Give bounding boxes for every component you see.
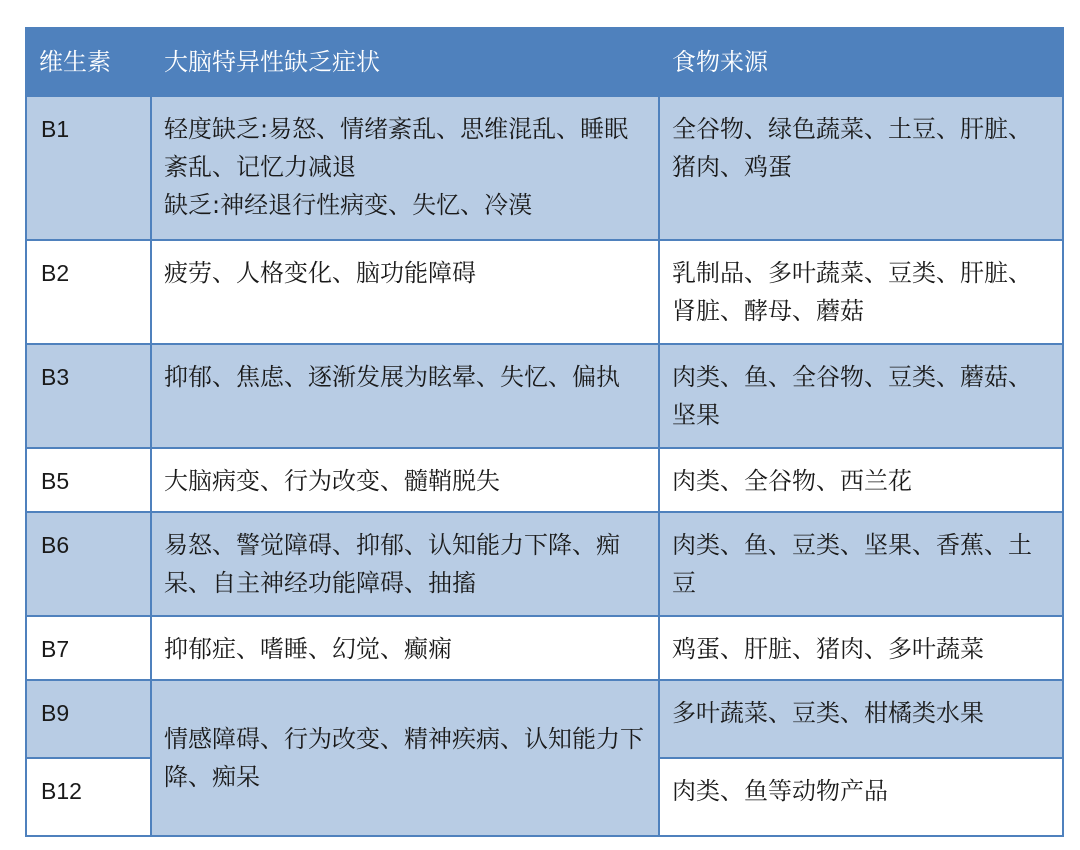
- food-cell: 鸡蛋、肝脏、猪肉、多叶蔬菜: [659, 616, 1063, 680]
- vitamin-cell: B2: [26, 240, 151, 344]
- vitamin-cell: B9: [26, 680, 151, 758]
- symptoms-cell: 抑郁、焦虑、逐渐发展为眩晕、失忆、偏执: [151, 344, 659, 448]
- vitamin-cell: B7: [26, 616, 151, 680]
- vitamin-cell: B3: [26, 344, 151, 448]
- food-cell: 乳制品、多叶蔬菜、豆类、肝脏、肾脏、酵母、蘑菇: [659, 240, 1063, 344]
- header-food: 食物来源: [659, 28, 1063, 96]
- symptoms-cell: [151, 96, 659, 240]
- table-row: [26, 448, 1063, 512]
- table-row: [26, 680, 1063, 758]
- table-header-row: [26, 28, 1063, 96]
- food-cell: 多叶蔬菜、豆类、柑橘类水果: [659, 680, 1063, 758]
- food-cell: 肉类、鱼、全谷物、豆类、蘑菇、坚果: [659, 344, 1063, 448]
- symptoms-cell: 抑郁症、嗜睡、幻觉、癫痫: [151, 616, 659, 680]
- food-cell: 肉类、鱼、豆类、坚果、香蕉、土豆: [659, 512, 1063, 616]
- header-vitamin: 维生素: [26, 28, 151, 96]
- table-row: [26, 512, 1063, 616]
- table-row: [26, 344, 1063, 448]
- food-cell: 肉类、鱼等动物产品: [659, 758, 1063, 836]
- vitamin-brain-table: [25, 27, 1064, 837]
- merged-symptoms-cell: 情感障碍、行为改变、精神疾病、认知能力下降、痴呆: [151, 680, 659, 836]
- vitamin-cell: B5: [26, 448, 151, 512]
- food-cell: 全谷物、绿色蔬菜、土豆、肝脏、猪肉、鸡蛋: [659, 96, 1063, 240]
- food-cell: 肉类、全谷物、西兰花: [659, 448, 1063, 512]
- symptoms-cell: 疲劳、人格变化、脑功能障碍: [151, 240, 659, 344]
- table-row: [26, 616, 1063, 680]
- vitamin-cell: B12: [26, 758, 151, 836]
- table-row: [26, 96, 1063, 240]
- symptoms-line: 缺乏:神经退行性病变、失忆、冷漠: [164, 191, 533, 219]
- symptoms-cell: 大脑病变、行为改变、髓鞘脱失: [151, 448, 659, 512]
- vitamin-cell: B6: [26, 512, 151, 616]
- symptoms-line: 轻度缺乏:易怒、情绪紊乱、思维混乱、睡眠紊乱、记忆力减退: [164, 115, 629, 181]
- symptoms-cell: 易怒、警觉障碍、抑郁、认知能力下降、痴呆、自主神经功能障碍、抽搐: [151, 512, 659, 616]
- header-symptoms: 大脑特异性缺乏症状: [151, 28, 659, 96]
- table-row: [26, 240, 1063, 344]
- vitamin-cell: B1: [26, 96, 151, 240]
